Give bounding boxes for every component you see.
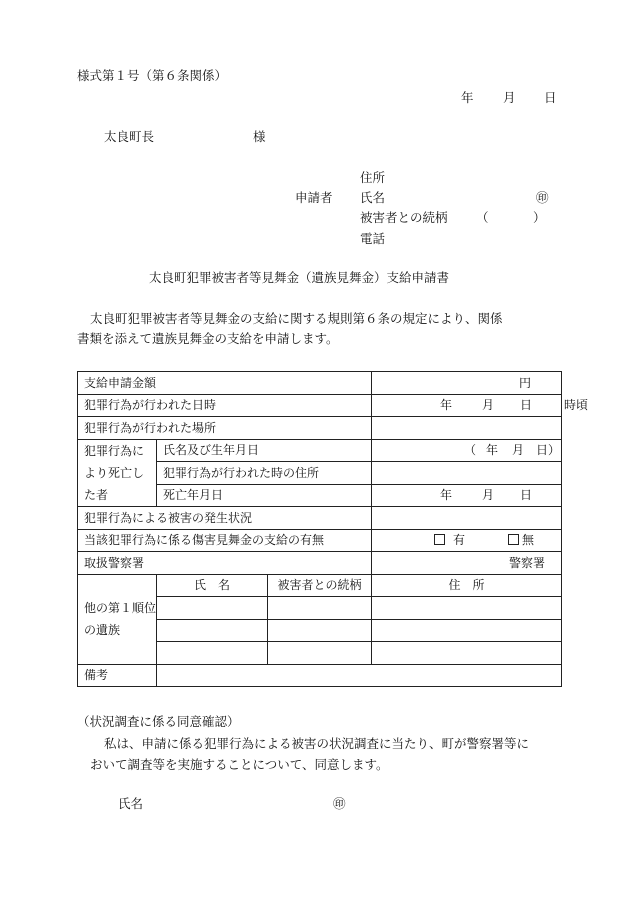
address-at-crime-label: 犯罪行為が行われた時の住所 [157, 462, 372, 485]
family-address-cell[interactable] [372, 642, 562, 665]
family-label-line-2: の遺族 [84, 623, 121, 637]
family-col-name: 氏 名 [157, 574, 268, 597]
addressee-name: 太良町長 [104, 129, 155, 144]
family-relation-cell[interactable] [268, 642, 372, 665]
amount-label: 支給申請金額 [78, 372, 372, 395]
checkbox-no[interactable] [508, 534, 519, 545]
consent-line-2: おいて調査等を実施することについて、同意します。 [90, 757, 389, 772]
family-name-cell[interactable] [157, 597, 268, 620]
injury-label: 当該犯罪行為に係る傷害見舞金の支給の有無 [78, 529, 372, 552]
family-col-relation: 被害者との続柄 [268, 574, 372, 597]
table-row [78, 439, 562, 462]
family-col-address: 住 所 [372, 574, 562, 597]
body-line-2: 書類を添えて遺族見舞金の支給を申請します。 [77, 331, 339, 346]
family-relation-cell[interactable] [268, 619, 372, 642]
datetime-hour: 時頃 [564, 397, 589, 412]
family-name-cell[interactable] [157, 642, 268, 665]
deceased-label-line-3: た者 [84, 487, 109, 502]
consent-seal-mark: ㊞ [333, 796, 346, 811]
applicant-relation-open: （ [476, 210, 489, 225]
applicant-relation-label: 被害者との続柄 [360, 210, 448, 225]
applicant-phone-label: 電話 [360, 231, 386, 246]
applicant-relation-close: ） [533, 210, 546, 225]
injury-yes-option[interactable] [434, 534, 465, 546]
application-table [77, 371, 589, 687]
deceased-label-line-1: 犯罪行為に [84, 443, 145, 458]
table-row [78, 417, 562, 440]
remarks-label: 備考 [78, 664, 157, 687]
table-row [78, 664, 562, 687]
table-row [78, 552, 562, 575]
address-at-crime-value[interactable] [372, 462, 562, 485]
datetime-month: 月 [482, 397, 495, 412]
death-date-value[interactable] [372, 484, 562, 507]
remarks-value[interactable] [157, 664, 562, 687]
deceased-label-line-2: より死亡し [84, 465, 145, 480]
death-day: 日 [520, 487, 533, 502]
injury-value [372, 529, 562, 552]
applicant-address-label: 住所 [360, 170, 386, 185]
table-row [78, 529, 562, 552]
damage-label: 犯罪行為による被害の発生状況 [78, 507, 372, 530]
applicant-label: 申請者 [295, 190, 333, 205]
consent-name-label: 氏名 [118, 796, 144, 811]
checkbox-yes[interactable] [434, 534, 445, 545]
injury-no-label: 無 [522, 532, 535, 547]
death-year: 年 [440, 487, 453, 502]
death-month: 月 [482, 487, 495, 502]
document-title: 太良町犯罪被害者等見舞金（遺族見舞金）支給申請書 [149, 270, 450, 285]
injury-no-option[interactable] [508, 534, 534, 546]
family-address-cell[interactable] [372, 597, 562, 620]
datetime-value[interactable] [372, 394, 589, 417]
consent-heading: （状況調査に係る同意確認） [77, 714, 240, 729]
datetime-label: 犯罪行為が行われた日時 [78, 394, 372, 417]
name-birth-open: （ [464, 442, 477, 457]
place-label: 犯罪行為が行われた場所 [78, 417, 372, 440]
amount-unit[interactable]: 円 [372, 372, 562, 395]
family-relation-cell[interactable] [268, 597, 372, 620]
consent-line-1: 私は、申請に係る犯罪行為による被害の状況調査に当たり、町が警察署等に [104, 736, 530, 751]
family-name-cell[interactable] [157, 619, 268, 642]
name-birth-month: 月 [512, 442, 525, 457]
family-address-cell[interactable] [372, 619, 562, 642]
datetime-year: 年 [440, 397, 453, 412]
table-row [78, 394, 562, 417]
deceased-label [78, 439, 157, 507]
date-day-label: 日 [544, 90, 557, 105]
addressee-honorific: 様 [253, 129, 266, 144]
date-month-label: 月 [503, 90, 516, 105]
table-row [78, 372, 562, 395]
date-year-label: 年 [461, 90, 474, 105]
table-row [78, 574, 562, 597]
name-birth-label: 氏名及び生年月日 [157, 439, 372, 462]
family-label [78, 574, 157, 664]
form-number: 様式第１号（第６条関係） [77, 68, 228, 83]
name-birth-day: 日） [536, 442, 561, 457]
damage-value[interactable] [372, 507, 562, 530]
death-date-label: 死亡年月日 [157, 484, 372, 507]
police-label: 取扱警察署 [78, 552, 372, 575]
applicant-name-label: 氏名 [360, 190, 386, 205]
police-unit[interactable]: 警察署 [372, 552, 562, 575]
name-birth-value[interactable] [372, 439, 562, 462]
name-birth-year: 年 [486, 442, 499, 457]
place-value[interactable] [372, 417, 562, 440]
datetime-day: 日 [520, 397, 533, 412]
applicant-seal-mark: ㊞ [536, 190, 549, 205]
table-row [78, 507, 562, 530]
injury-yes-label: 有 [453, 532, 466, 547]
body-line-1: 太良町犯罪被害者等見舞金の支給に関する規則第６条の規定により、関係 [90, 311, 503, 326]
family-label-line-1: 他の第１順位 [84, 601, 157, 615]
